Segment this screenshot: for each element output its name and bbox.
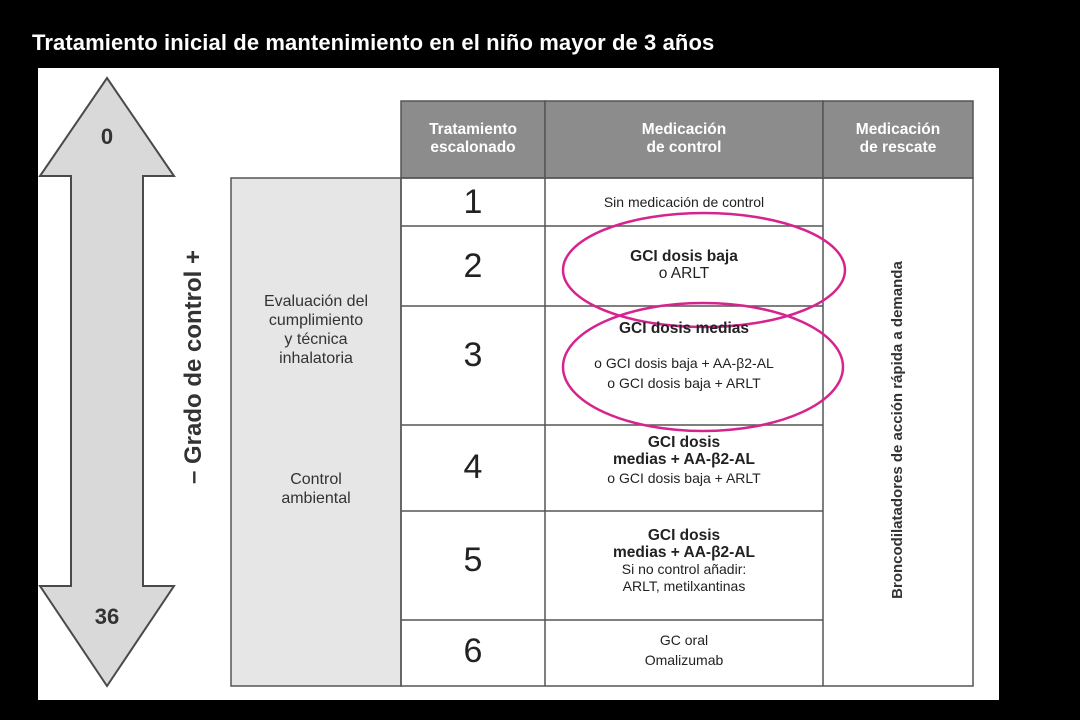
step-number-6: 6 (463, 632, 483, 670)
arrow-top-value: 0 (100, 124, 114, 149)
control-cell-step4 (545, 434, 823, 487)
step-number-3: 3 (463, 336, 483, 374)
control-cell-step2 (545, 248, 823, 282)
side-block1-line2: cumplimiento (268, 312, 364, 329)
side-block-evaluation (231, 292, 401, 368)
side-block1-line1: Evaluación del (263, 293, 369, 310)
step5-line2: medias + AA-β2-AL (613, 544, 755, 561)
step-number-1: 1 (463, 183, 483, 221)
rescue-medication-text: Broncodilatadores de acción rápida a demanda (889, 261, 906, 599)
treatment-figure (38, 68, 999, 700)
slide-title: Tratamiento inicial de mantenimiento en el niño mayor de 3 años (32, 30, 715, 55)
step6-line2: Omalizumab (644, 652, 724, 668)
grade-control-arrow (40, 78, 174, 686)
step3-line3: o GCI dosis baja + ARLT (607, 375, 761, 391)
side-panel (231, 178, 401, 686)
side-block2-line2: ambiental (281, 490, 351, 507)
step6-line1: GC oral (659, 632, 709, 648)
step-number-4: 4 (463, 448, 483, 486)
step5-line3: Si no control añadir: (621, 561, 747, 577)
step4-line2: medias + AA-β2-AL (613, 451, 755, 468)
header-control-medication (545, 121, 823, 157)
step2-line2: o ARLT (658, 265, 710, 282)
side-block2-line1: Control (290, 471, 342, 488)
header-treatment-line1: Tratamiento (429, 121, 517, 138)
arrow-bottom-value: 36 (94, 604, 120, 629)
step1-line1: Sin medicación de control (603, 194, 765, 210)
step5-line1: GCI dosis (647, 527, 721, 544)
header-rescue-line1: Medicación (855, 121, 941, 138)
side-block1-line3: y técnica (284, 331, 348, 348)
side-block-environment (231, 470, 401, 508)
header-rescue-medication (823, 121, 973, 157)
header-rescue-line2: de rescate (859, 139, 937, 156)
header-control-line1: Medicación (641, 121, 727, 138)
step3-line2: o GCI dosis baja + AA-β2-AL (594, 355, 774, 371)
header-treatment (401, 121, 545, 157)
step4-line1: GCI dosis (647, 434, 721, 451)
step3-line1: GCI dosis medias (618, 320, 750, 337)
control-cell-step3 (545, 320, 823, 392)
step2-line1: GCI dosis baja (630, 248, 738, 265)
header-treatment-line2: escalonado (430, 139, 516, 156)
control-cell-step5 (545, 527, 823, 595)
step-number-5: 5 (463, 541, 483, 579)
arrow-label: – Grado de control + (180, 249, 207, 485)
header-control-line2: de control (646, 139, 722, 156)
control-cell-step6 (545, 632, 823, 669)
side-block1-line4: inhalatoria (279, 350, 353, 367)
control-cell-step1 (545, 194, 823, 211)
step4-line3: o GCI dosis baja + ARLT (607, 470, 761, 486)
step5-line4: ARLT, metilxantinas (622, 578, 746, 594)
step-number-2: 2 (463, 247, 483, 285)
